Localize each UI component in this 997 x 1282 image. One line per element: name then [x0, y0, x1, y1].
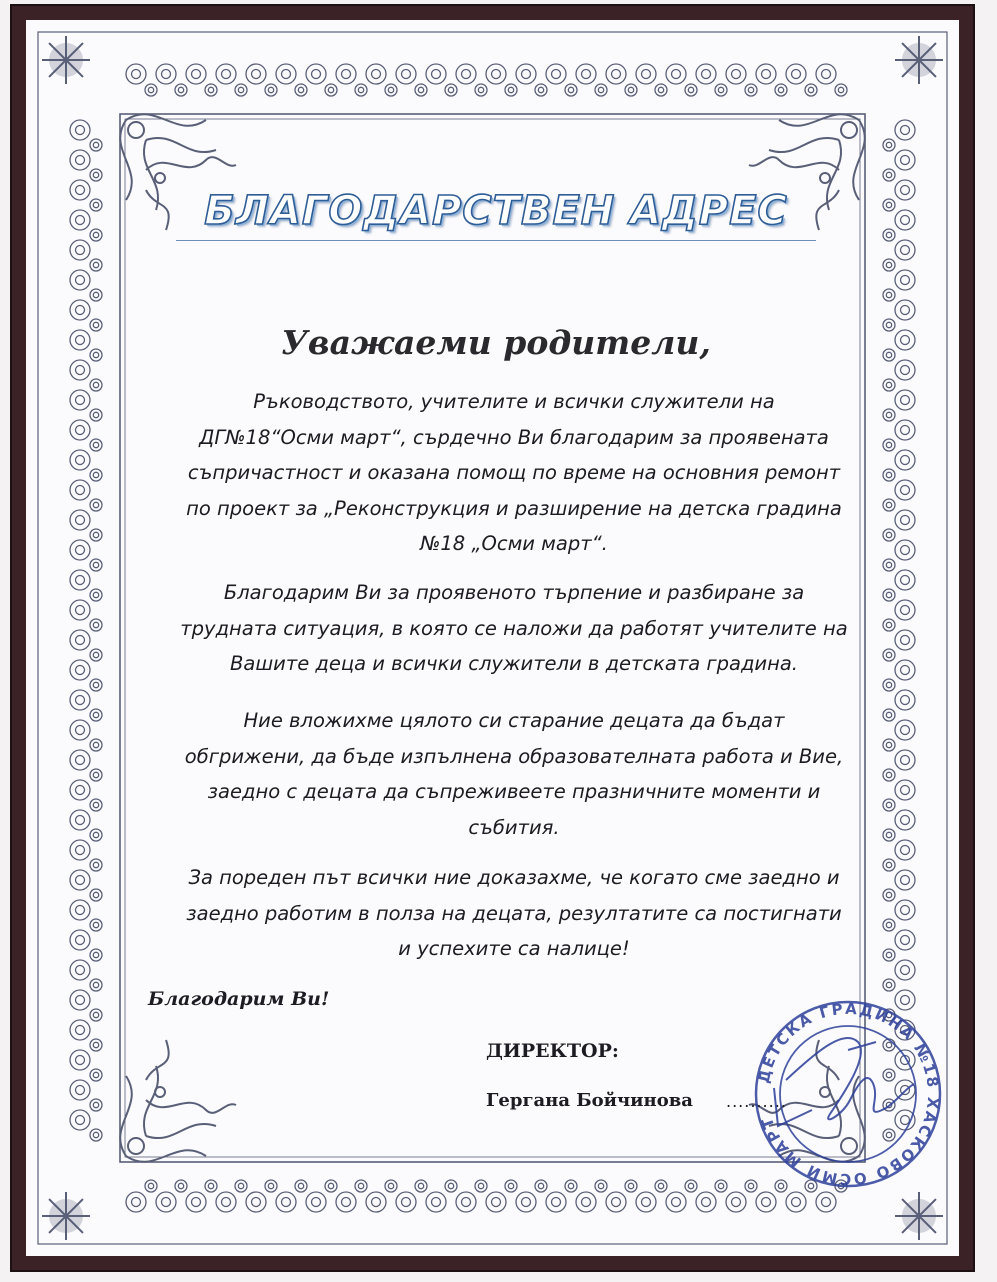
director-name: Гергана Бойчинова: [486, 1090, 693, 1111]
paragraph-2: Благодарим Ви за проявеното търпение и разбиране за трудната ситуация, в която се наложи да работят учителите на Вашите деца и всички служители в детската градина.: [180, 581, 848, 675]
outer-frame: [12, 6, 973, 1270]
round-stamp-icon: [746, 992, 951, 1197]
certificate-title: БЛАГОДАРСТВЕН АДРЕС: [204, 188, 788, 234]
greeting: Уважаеми родители,: [281, 323, 711, 362]
paragraph-4: За пореден път всички ние доказахме, че когато сме заедно и заедно работим в полза на децата, резултатите са постигнати и успехите са налице!: [186, 866, 842, 960]
signature-line: ..........: [726, 1092, 787, 1111]
certificate-content: [26, 20, 959, 1256]
paragraph-3: Ние вложихме цялото си старание децата да бъдат обгрижени, да бъде изпълнена образователната работа и Вие, заедно с децата да съпреживеете празничните моменти и събития.: [184, 709, 844, 839]
director-label: ДИРЕКТОР:: [486, 1040, 619, 1062]
closing-thanks: Благодарим Ви!: [148, 988, 330, 1010]
title-underline: [176, 240, 816, 241]
paragraph-1: Ръководството, учителите и всички служители на ДГ№18“Осми март“, сърдечно Ви благодарим за проявената съпричастност и оказана помощ по време на основния ремонт по проект за „Реконструкция и разширение на детска градина №18 „Осми март“.: [186, 390, 842, 555]
certificate-page: [26, 20, 959, 1256]
stamp-text: ДЕТСКА ГРАДИНА №18 ХАСКОВО ОСМИ МАРТ: [754, 999, 943, 1189]
